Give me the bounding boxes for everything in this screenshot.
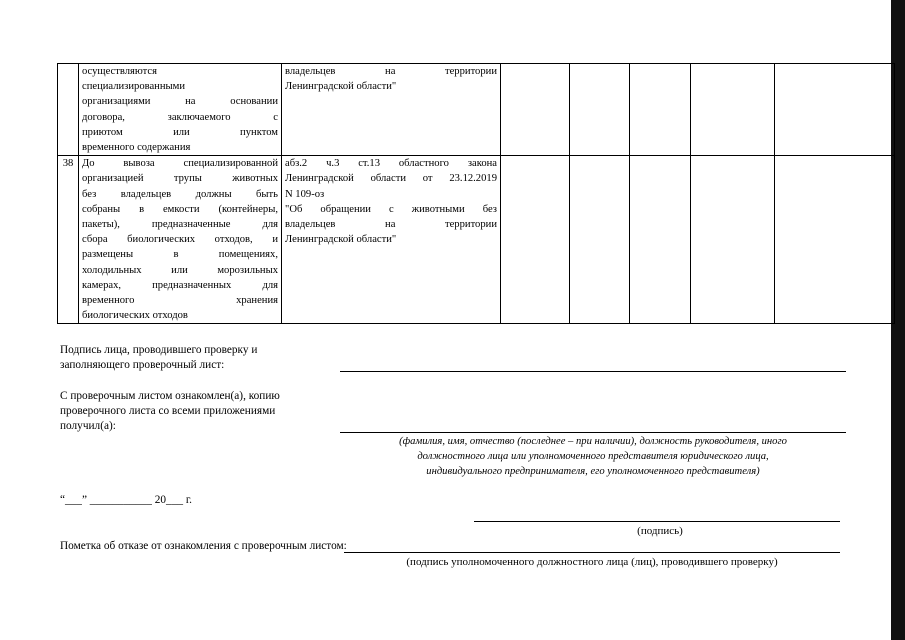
checklist-table <box>57 63 895 324</box>
inspector-signature-label: Подпись лица, проводившего проверку и заполняющего проверочный лист: <box>60 344 258 371</box>
answer-cell[interactable] <box>501 156 570 324</box>
answer-cell[interactable] <box>691 156 775 324</box>
acquainted-caption: (фамилия, имя, отчество (последнее – при наличии), должность руководителя, иного должностного лица или уполномоченного представителя юридического лица, индивидуального предпринимателя, его уполномоченного представителя) <box>399 436 787 477</box>
requirement-line: сбора биологических отходов, и <box>82 234 278 246</box>
requirement-line: пакеты), предназначенные для <box>82 219 278 231</box>
answer-cell[interactable] <box>570 64 630 156</box>
requirement-line: биологических отходов <box>82 310 188 322</box>
acquainted-signature-line[interactable] <box>340 432 846 433</box>
legal-basis-line: N 109-оз <box>285 188 325 200</box>
table-row <box>58 64 895 156</box>
legal-basis-line: Ленинградской области" <box>285 234 397 246</box>
legal-basis-line: Ленинградской области от 23.12.2019 <box>285 173 497 185</box>
signature-line[interactable] <box>474 521 840 522</box>
inspector-signature-line[interactable] <box>340 371 846 372</box>
legal-basis-cell <box>282 156 501 324</box>
requirement-line: временного содержания <box>82 142 191 154</box>
signature-caption: (подпись) <box>637 525 683 537</box>
legal-basis-line: абз.2 ч.3 ст.13 областного закона <box>285 158 497 170</box>
requirement-line: камерах, предназначенных для <box>82 279 278 291</box>
legal-basis-line: Ленинградской области" <box>285 81 397 93</box>
requirement-line: специализированными <box>82 81 186 93</box>
requirement-line: До вывоза специализированной <box>82 158 278 170</box>
legal-basis-cell <box>282 64 501 156</box>
answer-cell[interactable] <box>775 64 895 156</box>
answer-cell[interactable] <box>775 156 895 324</box>
requirement-line: без владельцев должны быть <box>82 188 278 200</box>
row-number <box>58 64 79 156</box>
requirement-line: размещены в помещениях, <box>82 249 278 261</box>
requirement-line: собраны в емкости (контейнеры, <box>82 203 278 215</box>
refusal-caption: (подпись уполномоченного должностного лица (лиц), проводившего проверку) <box>406 556 778 568</box>
requirement-line: договора, заключаемого с <box>82 111 278 123</box>
requirement-cell <box>79 64 282 156</box>
answer-cell[interactable] <box>630 156 691 324</box>
legal-basis-line: "Об обращении с животными без <box>285 203 497 215</box>
requirement-line: приютом или пунктом <box>82 126 278 138</box>
answer-cell[interactable] <box>570 156 630 324</box>
date-line[interactable]: “___” ___________ 20___ г. <box>60 494 193 506</box>
table-row <box>58 156 895 324</box>
answer-cell[interactable] <box>691 64 775 156</box>
requirement-line: организацией трупы животных <box>82 173 278 185</box>
requirement-cell <box>79 156 282 324</box>
row-number: 38 <box>58 156 79 324</box>
refusal-signature-line[interactable] <box>344 552 840 553</box>
answer-cell[interactable] <box>501 64 570 156</box>
answer-cell[interactable] <box>630 64 691 156</box>
requirement-line: холодильных или морозильных <box>82 264 278 276</box>
requirement-line: организациями на основании <box>82 96 278 108</box>
refusal-label: Пометка об отказе от ознакомления с проверочным листом: <box>60 540 347 552</box>
requirement-line: временного хранения <box>82 295 278 307</box>
requirement-line: осуществляются <box>82 66 158 77</box>
legal-basis-line: владельцев на территории <box>285 219 497 231</box>
legal-basis-line: владельцев на территории <box>285 66 497 77</box>
acquainted-label: С проверочным листом ознакомлен(а), копию проверочного листа со всеми приложениями получил(а): <box>60 390 280 432</box>
